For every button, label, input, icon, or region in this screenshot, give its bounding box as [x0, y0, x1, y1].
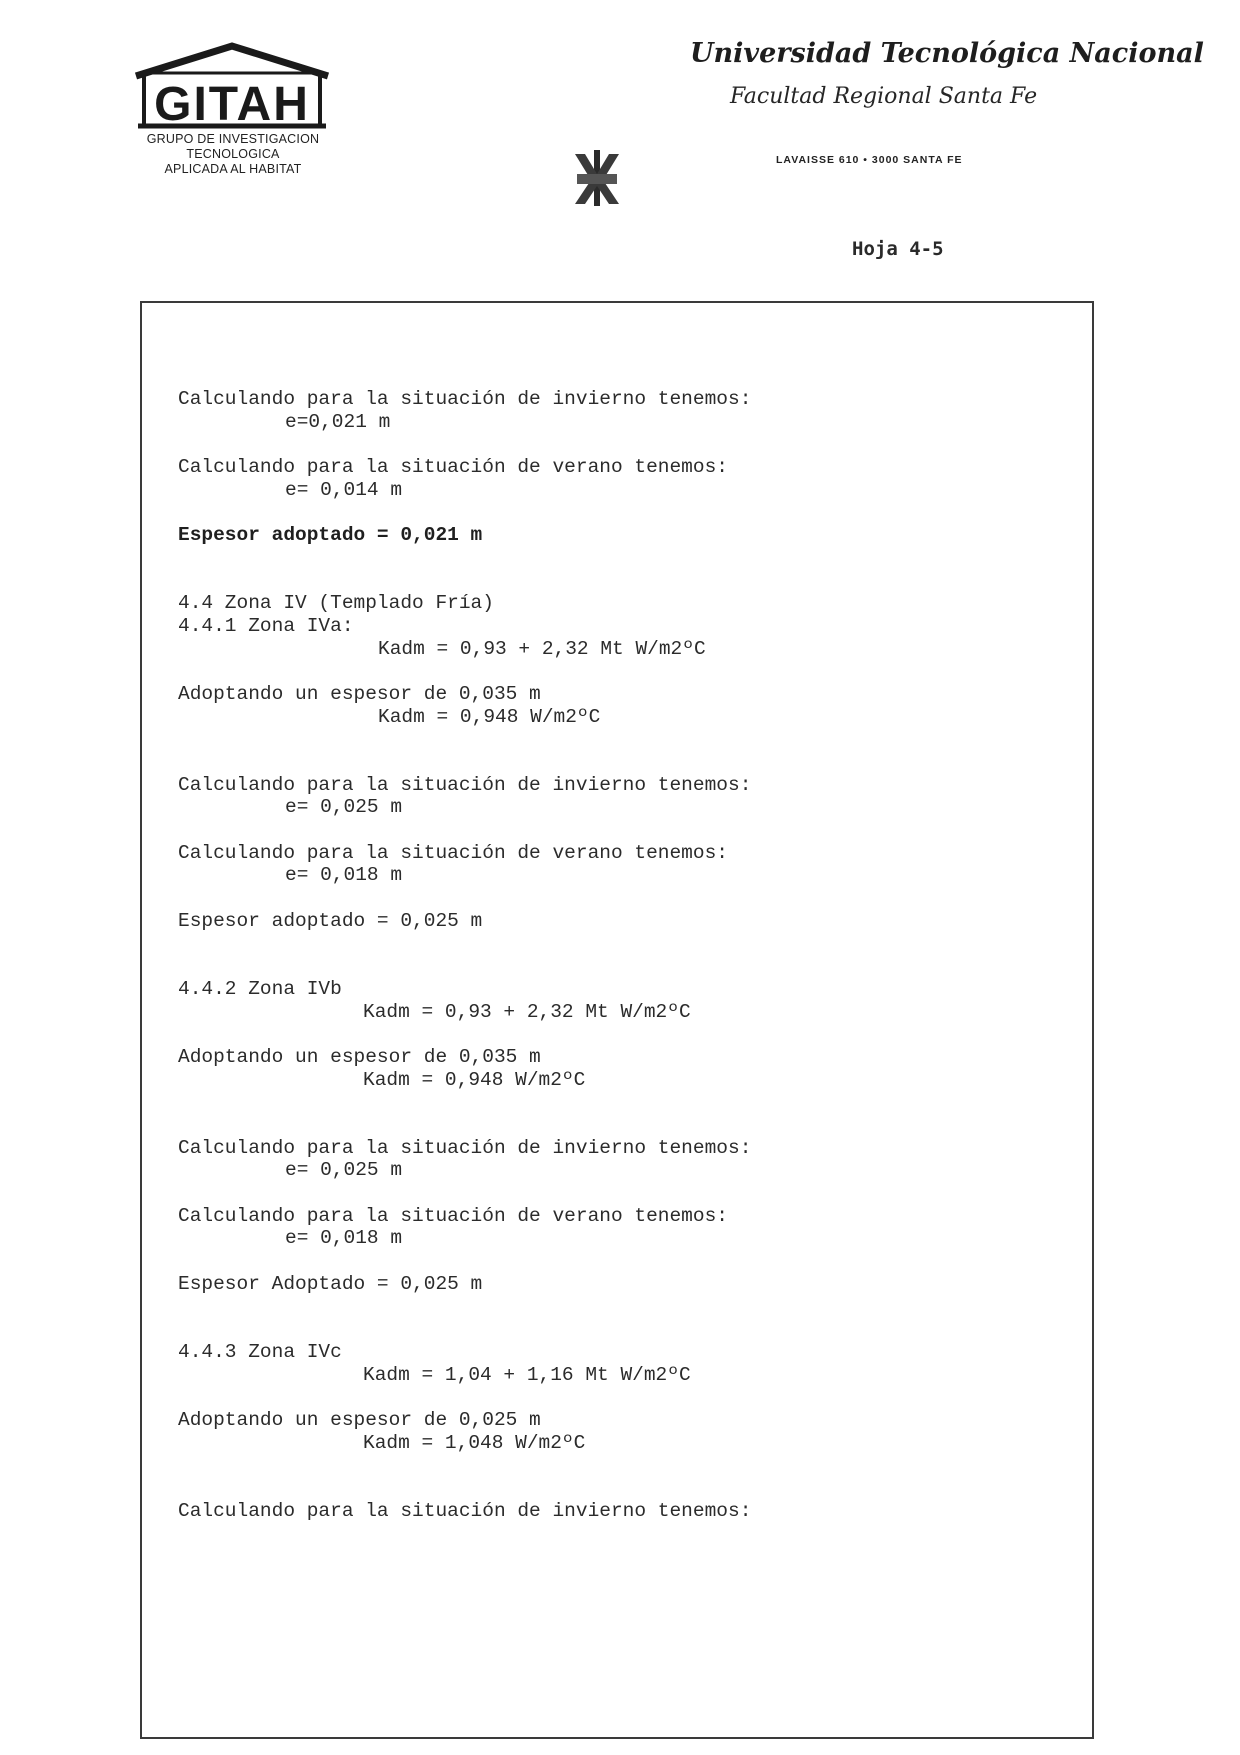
adopted-thickness-line: Adoptando un espesor de 0,035 m — [178, 1045, 541, 1068]
subsection-heading: 4.4.2 Zona IVb — [178, 977, 342, 1000]
adopted-thickness: Espesor adoptado = 0,021 m — [178, 524, 483, 547]
adopted-thickness: Espesor adoptado = 0,025 m — [178, 909, 483, 932]
winter-thickness: e= 0,025 m — [285, 1159, 403, 1182]
logo-text: GITAH — [154, 78, 310, 131]
kadm-formula: Kadm = 1,04 + 1,16 Mt W/m2ºC — [363, 1363, 691, 1386]
logo-caption-line-1: GRUPO DE INVESTIGACION — [146, 132, 320, 146]
faculty-name: Facultad Regional Santa Fe — [730, 84, 1038, 109]
summer-calc-line: Calculando para la situación de verano tenemos: — [178, 456, 728, 479]
kadm-value: Kadm = 0,948 W/m2ºC — [378, 705, 601, 728]
kadm-value: Kadm = 0,948 W/m2ºC — [363, 1068, 586, 1091]
document-body — [178, 388, 1058, 1522]
subsection-heading: 4.4.1 Zona IVa: — [178, 614, 354, 637]
logo-caption-line-3: APLICADA AL HABITAT — [164, 162, 302, 176]
kadm-formula: Kadm = 0,93 + 2,32 Mt W/m2ºC — [378, 637, 706, 660]
address: LAVAISSE 610 • 3000 SANTA FE — [776, 154, 963, 166]
adopted-thickness: Espesor Adoptado = 0,025 m — [178, 1272, 483, 1295]
gitah-logo — [132, 40, 332, 132]
winter-calc-line: Calculando para la situación de invierno tenemos: — [178, 1499, 752, 1522]
kadm-value: Kadm = 1,048 W/m2ºC — [363, 1431, 586, 1454]
sheet-number: Hoja 4-5 — [852, 238, 944, 260]
kadm-formula: Kadm = 0,93 + 2,32 Mt W/m2ºC — [363, 1000, 691, 1023]
summer-calc-line: Calculando para la situación de verano tenemos: — [178, 1204, 728, 1227]
summer-thickness: e= 0,018 m — [285, 1227, 403, 1250]
winter-thickness: e=0,021 m — [285, 410, 391, 433]
logo-caption-line-2: TECNOLOGICA — [186, 147, 280, 161]
section-heading: 4.4 Zona IV (Templado Fría) — [178, 592, 494, 615]
summer-thickness: e= 0,018 m — [285, 864, 403, 887]
adopted-thickness-line: Adoptando un espesor de 0,025 m — [178, 1408, 541, 1431]
university-name: Universidad Tecnológica Nacional — [690, 38, 1204, 69]
winter-calc-line: Calculando para la situación de invierno tenemos: — [178, 388, 752, 410]
summer-thickness: e= 0,014 m — [285, 478, 403, 501]
winter-calc-line: Calculando para la situación de invierno tenemos: — [178, 1136, 752, 1159]
winter-calc-line: Calculando para la situación de invierno tenemos: — [178, 773, 752, 796]
utn-emblem-icon — [573, 150, 621, 206]
winter-thickness: e= 0,025 m — [285, 796, 403, 819]
logo-caption — [128, 132, 338, 177]
adopted-thickness-line: Adoptando un espesor de 0,035 m — [178, 682, 541, 705]
gitah-house-icon — [132, 40, 332, 132]
subsection-heading: 4.4.3 Zona IVc — [178, 1340, 342, 1363]
summer-calc-line: Calculando para la situación de verano tenemos: — [178, 841, 728, 864]
